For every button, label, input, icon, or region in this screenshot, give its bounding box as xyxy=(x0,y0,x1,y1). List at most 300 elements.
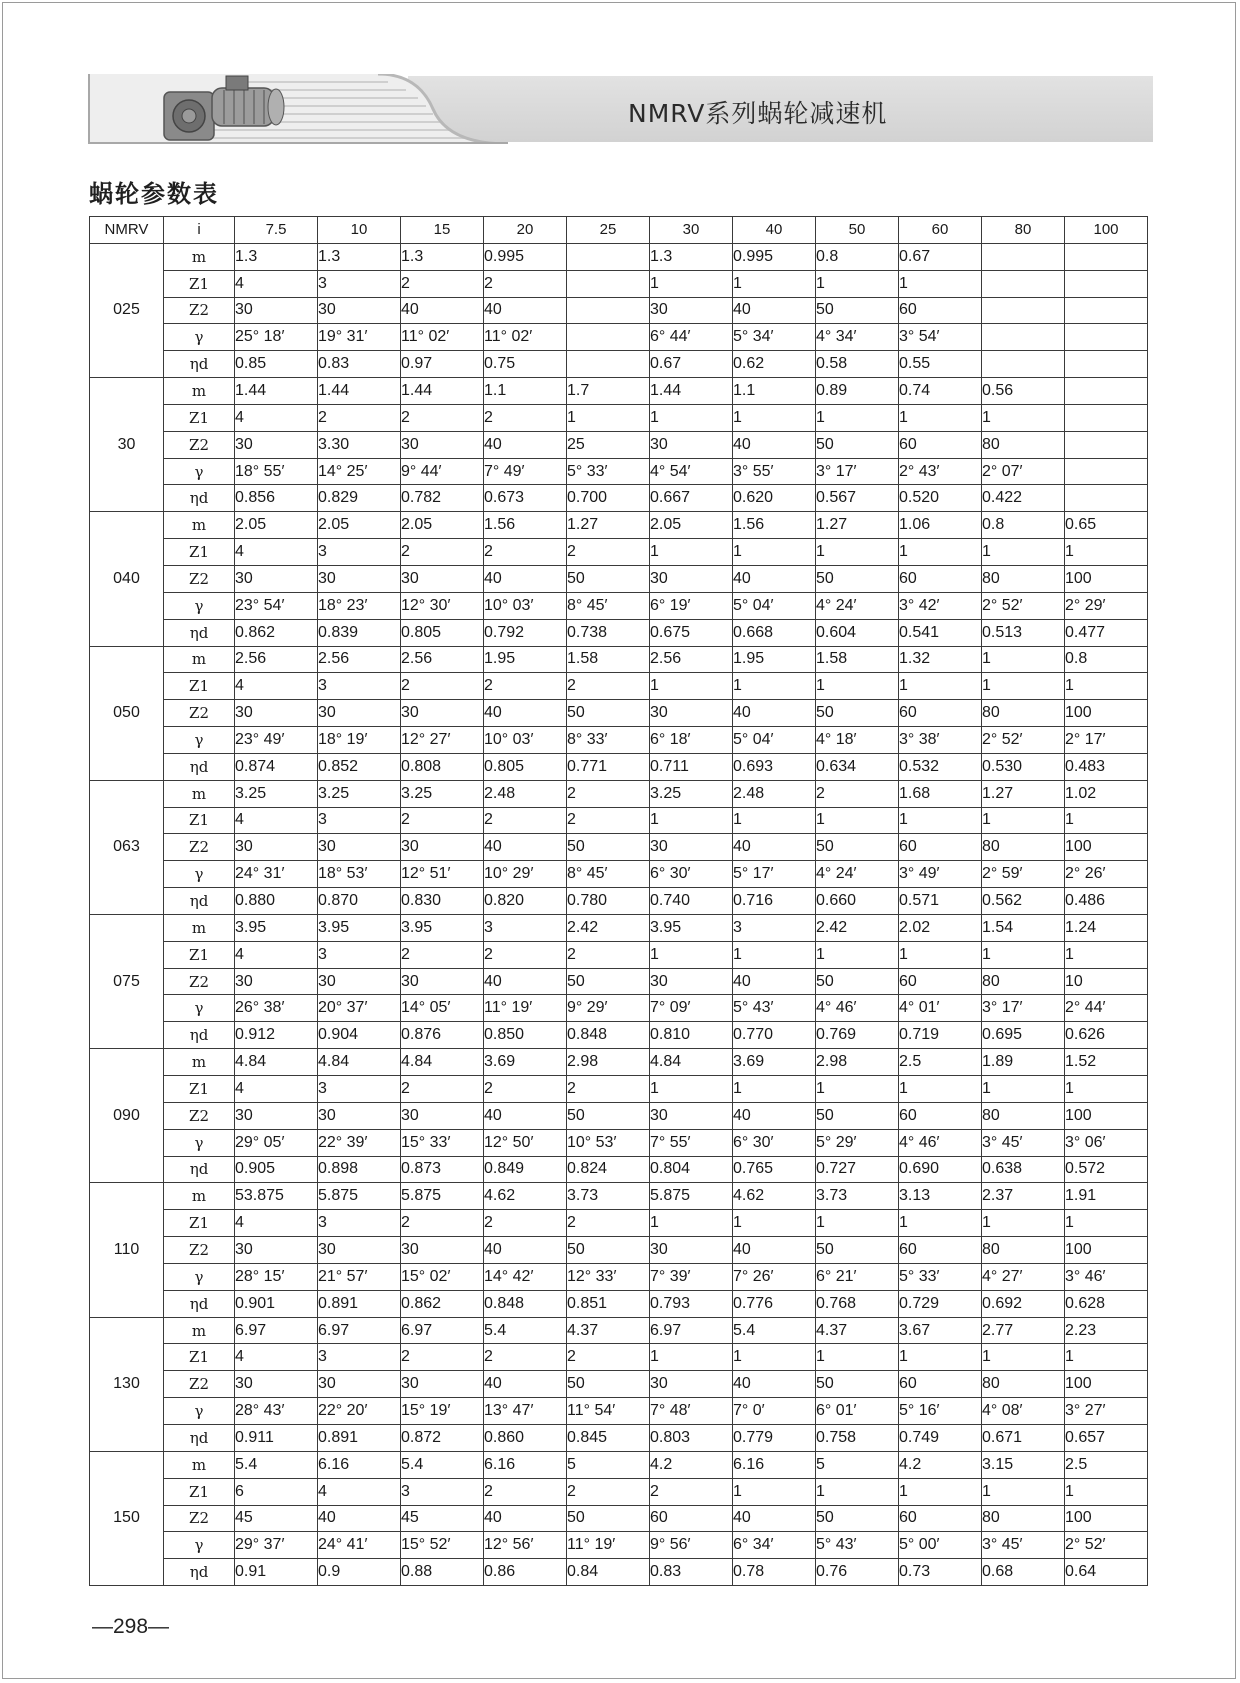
table-row xyxy=(90,941,1148,968)
value-cell: 3 xyxy=(401,1478,484,1505)
value-cell: 1 xyxy=(650,673,733,700)
value-cell: 0.804 xyxy=(650,1156,733,1183)
value-cell: 6 xyxy=(235,1478,318,1505)
value-cell: 8° 45′ xyxy=(567,592,650,619)
value-cell: 3° 38′ xyxy=(899,727,982,754)
value-cell: 40 xyxy=(484,1237,567,1264)
header-ratio-10: 10 xyxy=(318,217,401,244)
value-cell: 24° 41′ xyxy=(318,1532,401,1559)
value-cell: 2 xyxy=(567,1210,650,1237)
value-cell: 50 xyxy=(816,1505,899,1532)
value-cell: 0.83 xyxy=(650,1559,733,1586)
value-cell: 50 xyxy=(816,431,899,458)
value-cell: 4.62 xyxy=(733,1183,816,1210)
value-cell: 2 xyxy=(484,941,567,968)
value-cell: 1 xyxy=(982,1478,1065,1505)
value-cell: 1 xyxy=(1065,539,1148,566)
value-cell: 5° 17′ xyxy=(733,861,816,888)
value-cell: 3° 06′ xyxy=(1065,1129,1148,1156)
value-cell: 2 xyxy=(567,807,650,834)
table-row xyxy=(90,1102,1148,1129)
value-cell: 2 xyxy=(401,941,484,968)
value-cell: 3.25 xyxy=(318,780,401,807)
value-cell: 3 xyxy=(318,270,401,297)
param-label: ηd xyxy=(164,1559,235,1586)
value-cell: 50 xyxy=(567,565,650,592)
value-cell: 3° 54′ xyxy=(899,324,982,351)
value-cell: 0.567 xyxy=(816,485,899,512)
value-cell: 1 xyxy=(982,807,1065,834)
value-cell: 15° 33′ xyxy=(401,1129,484,1156)
value-cell: 1 xyxy=(567,404,650,431)
value-cell: 80 xyxy=(982,1505,1065,1532)
table-row xyxy=(90,1505,1148,1532)
value-cell: 15° 02′ xyxy=(401,1263,484,1290)
value-cell: 0.805 xyxy=(484,753,567,780)
value-cell: 1 xyxy=(733,539,816,566)
value-cell: 4.37 xyxy=(567,1317,650,1344)
value-cell: 0.911 xyxy=(235,1424,318,1451)
value-cell: 2° 52′ xyxy=(982,592,1065,619)
value-cell: 2° 29′ xyxy=(1065,592,1148,619)
param-label: Z2 xyxy=(164,565,235,592)
value-cell: 0.86 xyxy=(484,1559,567,1586)
param-label: Z1 xyxy=(164,941,235,968)
value-cell: 1.27 xyxy=(982,780,1065,807)
value-cell: 1.54 xyxy=(982,914,1065,941)
value-cell: 10° 03′ xyxy=(484,727,567,754)
value-cell: 2 xyxy=(484,270,567,297)
value-cell: 0.660 xyxy=(816,888,899,915)
value-cell: 0.849 xyxy=(484,1156,567,1183)
value-cell: 30 xyxy=(401,431,484,458)
value-cell: 2.5 xyxy=(899,1049,982,1076)
value-cell: 0.758 xyxy=(816,1424,899,1451)
value-cell: 0.692 xyxy=(982,1290,1065,1317)
value-cell: 60 xyxy=(899,1505,982,1532)
value-cell: 0.64 xyxy=(1065,1559,1148,1586)
value-cell: 3° 46′ xyxy=(1065,1263,1148,1290)
value-cell: 4 xyxy=(235,539,318,566)
value-cell: 1.3 xyxy=(401,243,484,270)
value-cell: 6° 30′ xyxy=(650,861,733,888)
value-cell: 40 xyxy=(484,431,567,458)
value-cell: 60 xyxy=(899,297,982,324)
value-cell: 60 xyxy=(899,700,982,727)
value-cell xyxy=(1065,351,1148,378)
value-cell: 1 xyxy=(650,1344,733,1371)
param-label: m xyxy=(164,780,235,807)
table-row xyxy=(90,297,1148,324)
value-cell: 2 xyxy=(401,270,484,297)
value-cell: 3 xyxy=(318,1344,401,1371)
value-cell: 8° 45′ xyxy=(567,861,650,888)
value-cell: 4 xyxy=(235,270,318,297)
value-cell: 1 xyxy=(733,673,816,700)
param-label: Z1 xyxy=(164,1076,235,1103)
param-label: Z2 xyxy=(164,834,235,861)
value-cell: 100 xyxy=(1065,834,1148,861)
value-cell: 3° 42′ xyxy=(899,592,982,619)
value-cell: 0.75 xyxy=(484,351,567,378)
value-cell: 2.56 xyxy=(318,646,401,673)
value-cell: 0.486 xyxy=(1065,888,1148,915)
value-cell: 28° 43′ xyxy=(235,1398,318,1425)
value-cell: 0.901 xyxy=(235,1290,318,1317)
value-cell: 0.860 xyxy=(484,1424,567,1451)
value-cell: 29° 37′ xyxy=(235,1532,318,1559)
value-cell: 1 xyxy=(816,270,899,297)
value-cell: 1 xyxy=(899,270,982,297)
value-cell: 1 xyxy=(733,1076,816,1103)
value-cell: 50 xyxy=(567,1371,650,1398)
param-label: ηd xyxy=(164,888,235,915)
value-cell: 5° 04′ xyxy=(733,727,816,754)
value-cell: 0.995 xyxy=(484,243,567,270)
value-cell: 0.477 xyxy=(1065,619,1148,646)
value-cell: 1 xyxy=(650,941,733,968)
value-cell: 0.905 xyxy=(235,1156,318,1183)
value-cell: 2 xyxy=(567,780,650,807)
value-cell: 1.56 xyxy=(484,512,567,539)
value-cell: 12° 51′ xyxy=(401,861,484,888)
value-cell: 28° 15′ xyxy=(235,1263,318,1290)
value-cell: 30 xyxy=(650,565,733,592)
value-cell: 0.8 xyxy=(816,243,899,270)
value-cell xyxy=(1065,404,1148,431)
value-cell: 5 xyxy=(816,1451,899,1478)
value-cell: 1 xyxy=(733,270,816,297)
value-cell: 5 xyxy=(567,1451,650,1478)
param-label: Z2 xyxy=(164,431,235,458)
value-cell: 1 xyxy=(816,539,899,566)
value-cell: 0.780 xyxy=(567,888,650,915)
value-cell: 2.05 xyxy=(235,512,318,539)
param-label: ηd xyxy=(164,351,235,378)
value-cell: 4.2 xyxy=(899,1451,982,1478)
value-cell: 9° 29′ xyxy=(567,995,650,1022)
table-row xyxy=(90,1371,1148,1398)
value-cell: 4 xyxy=(235,941,318,968)
param-label: ηd xyxy=(164,619,235,646)
value-cell: 1 xyxy=(899,1344,982,1371)
value-cell: 0.91 xyxy=(235,1559,318,1586)
value-cell: 30 xyxy=(401,1371,484,1398)
value-cell: 40 xyxy=(484,1505,567,1532)
value-cell: 1.52 xyxy=(1065,1049,1148,1076)
value-cell: 50 xyxy=(816,700,899,727)
value-cell: 6° 30′ xyxy=(733,1129,816,1156)
value-cell: 6.16 xyxy=(733,1451,816,1478)
value-cell xyxy=(982,243,1065,270)
value-cell: 60 xyxy=(899,1371,982,1398)
value-cell xyxy=(567,243,650,270)
value-cell: 1.24 xyxy=(1065,914,1148,941)
param-label: m xyxy=(164,1317,235,1344)
value-cell: 14° 05′ xyxy=(401,995,484,1022)
table-row xyxy=(90,646,1148,673)
value-cell: 0.83 xyxy=(318,351,401,378)
value-cell: 30 xyxy=(650,834,733,861)
value-cell: 0.749 xyxy=(899,1424,982,1451)
value-cell: 14° 25′ xyxy=(318,458,401,485)
param-label: Z1 xyxy=(164,270,235,297)
model-cell: 050 xyxy=(90,646,164,780)
value-cell: 2° 07′ xyxy=(982,458,1065,485)
param-label: Z2 xyxy=(164,1102,235,1129)
value-cell: 0.727 xyxy=(816,1156,899,1183)
model-cell: 110 xyxy=(90,1183,164,1317)
header-ratio-60: 60 xyxy=(899,217,982,244)
value-cell: 2 xyxy=(484,1344,567,1371)
value-cell xyxy=(1065,458,1148,485)
value-cell: 5° 43′ xyxy=(733,995,816,1022)
value-cell: 0.693 xyxy=(733,753,816,780)
value-cell: 40 xyxy=(484,1371,567,1398)
param-label: Z2 xyxy=(164,297,235,324)
table-row xyxy=(90,1290,1148,1317)
value-cell: 3° 27′ xyxy=(1065,1398,1148,1425)
value-cell: 0.848 xyxy=(567,1022,650,1049)
value-cell: 2 xyxy=(401,404,484,431)
param-label: m xyxy=(164,646,235,673)
value-cell: 2° 43′ xyxy=(899,458,982,485)
value-cell: 1.32 xyxy=(899,646,982,673)
value-cell: 4 xyxy=(235,1210,318,1237)
value-cell: 30 xyxy=(235,834,318,861)
value-cell xyxy=(1065,378,1148,405)
value-cell: 3.25 xyxy=(401,780,484,807)
value-cell: 3 xyxy=(318,807,401,834)
param-label: Z2 xyxy=(164,1371,235,1398)
value-cell: 60 xyxy=(899,834,982,861)
header-ratio-80: 80 xyxy=(982,217,1065,244)
value-cell: 2 xyxy=(318,404,401,431)
value-cell: 2.42 xyxy=(816,914,899,941)
value-cell: 30 xyxy=(318,968,401,995)
value-cell: 4.84 xyxy=(235,1049,318,1076)
value-cell: 1.44 xyxy=(318,378,401,405)
value-cell: 0.626 xyxy=(1065,1022,1148,1049)
value-cell: 0.667 xyxy=(650,485,733,512)
value-cell: 40 xyxy=(733,1371,816,1398)
value-cell: 12° 50′ xyxy=(484,1129,567,1156)
value-cell: 1.58 xyxy=(567,646,650,673)
value-cell: 0.65 xyxy=(1065,512,1148,539)
value-cell: 100 xyxy=(1065,700,1148,727)
header-ratio-25: 25 xyxy=(567,217,650,244)
value-cell: 0.675 xyxy=(650,619,733,646)
value-cell: 2.23 xyxy=(1065,1317,1148,1344)
value-cell: 0.85 xyxy=(235,351,318,378)
value-cell: 30 xyxy=(235,297,318,324)
value-cell: 0.719 xyxy=(899,1022,982,1049)
param-label: γ xyxy=(164,592,235,619)
value-cell: 40 xyxy=(484,1102,567,1129)
value-cell: 0.845 xyxy=(567,1424,650,1451)
value-cell: 30 xyxy=(401,968,484,995)
table-row xyxy=(90,243,1148,270)
table-row xyxy=(90,1424,1148,1451)
value-cell: 1 xyxy=(982,539,1065,566)
value-cell: 1.3 xyxy=(650,243,733,270)
value-cell: 0.830 xyxy=(401,888,484,915)
value-cell: 1 xyxy=(982,1076,1065,1103)
value-cell: 0.782 xyxy=(401,485,484,512)
value-cell: 1 xyxy=(816,941,899,968)
value-cell: 0.67 xyxy=(899,243,982,270)
value-cell: 30 xyxy=(235,565,318,592)
value-cell: 0.874 xyxy=(235,753,318,780)
value-cell: 0.872 xyxy=(401,1424,484,1451)
value-cell: 60 xyxy=(899,968,982,995)
table-row xyxy=(90,727,1148,754)
value-cell: 0.829 xyxy=(318,485,401,512)
value-cell: 5.875 xyxy=(401,1183,484,1210)
value-cell: 18° 55′ xyxy=(235,458,318,485)
value-cell: 4.2 xyxy=(650,1451,733,1478)
value-cell: 1.91 xyxy=(1065,1183,1148,1210)
value-cell: 0.891 xyxy=(318,1290,401,1317)
value-cell: 30 xyxy=(650,297,733,324)
value-cell: 3 xyxy=(318,1210,401,1237)
value-cell: 30 xyxy=(318,297,401,324)
value-cell: 3.25 xyxy=(235,780,318,807)
value-cell: 1.44 xyxy=(401,378,484,405)
table-header-row xyxy=(90,217,1148,244)
param-label: Z1 xyxy=(164,1344,235,1371)
page-header xyxy=(88,74,1153,144)
value-cell: 4 xyxy=(235,1076,318,1103)
value-cell: 50 xyxy=(816,1371,899,1398)
value-cell xyxy=(1065,485,1148,512)
param-label: Z1 xyxy=(164,1478,235,1505)
value-cell: 80 xyxy=(982,1102,1065,1129)
value-cell xyxy=(982,270,1065,297)
value-cell: 100 xyxy=(1065,1102,1148,1129)
value-cell: 2 xyxy=(567,941,650,968)
value-cell: 29° 05′ xyxy=(235,1129,318,1156)
header-ratio-7.5: 7.5 xyxy=(235,217,318,244)
value-cell: 18° 19′ xyxy=(318,727,401,754)
value-cell: 2.56 xyxy=(650,646,733,673)
value-cell: 1 xyxy=(1065,1344,1148,1371)
value-cell: 0.58 xyxy=(816,351,899,378)
param-label: ηd xyxy=(164,1022,235,1049)
value-cell: 7° 09′ xyxy=(650,995,733,1022)
value-cell: 1 xyxy=(1065,1478,1148,1505)
value-cell: 0.76 xyxy=(816,1559,899,1586)
value-cell: 3.95 xyxy=(401,914,484,941)
value-cell: 40 xyxy=(484,700,567,727)
header-ratio-15: 15 xyxy=(401,217,484,244)
value-cell: 7° 48′ xyxy=(650,1398,733,1425)
value-cell: 30 xyxy=(401,1102,484,1129)
value-cell: 30 xyxy=(401,834,484,861)
value-cell: 1 xyxy=(650,807,733,834)
value-cell: 1.68 xyxy=(899,780,982,807)
value-cell: 1 xyxy=(733,404,816,431)
value-cell: 2.48 xyxy=(733,780,816,807)
value-cell: 1.44 xyxy=(235,378,318,405)
value-cell: 2 xyxy=(484,404,567,431)
value-cell: 2.56 xyxy=(235,646,318,673)
value-cell: 0.862 xyxy=(401,1290,484,1317)
value-cell: 1.27 xyxy=(816,512,899,539)
value-cell: 5.4 xyxy=(484,1317,567,1344)
value-cell: 4° 08′ xyxy=(982,1398,1065,1425)
value-cell: 0.572 xyxy=(1065,1156,1148,1183)
table-row xyxy=(90,324,1148,351)
value-cell: 100 xyxy=(1065,565,1148,592)
value-cell: 2.05 xyxy=(401,512,484,539)
value-cell: 3.73 xyxy=(567,1183,650,1210)
value-cell: 1 xyxy=(733,807,816,834)
value-cell: 30 xyxy=(318,700,401,727)
value-cell: 4° 46′ xyxy=(816,995,899,1022)
value-cell: 40 xyxy=(733,1102,816,1129)
value-cell: 1 xyxy=(899,1478,982,1505)
header-ratio-100: 100 xyxy=(1065,217,1148,244)
value-cell: 3° 45′ xyxy=(982,1532,1065,1559)
value-cell: 0.808 xyxy=(401,753,484,780)
value-cell: 30 xyxy=(318,1237,401,1264)
value-cell: 3 xyxy=(318,1076,401,1103)
value-cell: 30 xyxy=(318,834,401,861)
value-cell: 50 xyxy=(816,968,899,995)
value-cell: 2° 17′ xyxy=(1065,727,1148,754)
table-row xyxy=(90,780,1148,807)
value-cell xyxy=(1065,297,1148,324)
value-cell: 5.875 xyxy=(318,1183,401,1210)
value-cell: 1 xyxy=(733,941,816,968)
value-cell: 0.851 xyxy=(567,1290,650,1317)
table-row xyxy=(90,1022,1148,1049)
value-cell: 3.13 xyxy=(899,1183,982,1210)
value-cell: 50 xyxy=(816,565,899,592)
value-cell: 0.891 xyxy=(318,1424,401,1451)
value-cell: 21° 57′ xyxy=(318,1263,401,1290)
value-cell: 3.67 xyxy=(899,1317,982,1344)
value-cell: 1 xyxy=(733,1344,816,1371)
value-cell: 80 xyxy=(982,968,1065,995)
value-cell: 1 xyxy=(1065,673,1148,700)
value-cell: 0.562 xyxy=(982,888,1065,915)
param-label: γ xyxy=(164,1263,235,1290)
param-label: Z1 xyxy=(164,539,235,566)
value-cell: 1.27 xyxy=(567,512,650,539)
value-cell: 2° 52′ xyxy=(1065,1532,1148,1559)
param-label: m xyxy=(164,1183,235,1210)
value-cell: 23° 54′ xyxy=(235,592,318,619)
value-cell: 4.37 xyxy=(816,1317,899,1344)
value-cell: 40 xyxy=(733,1505,816,1532)
value-cell: 30 xyxy=(235,700,318,727)
value-cell: 7° 26′ xyxy=(733,1263,816,1290)
value-cell: 18° 23′ xyxy=(318,592,401,619)
value-cell: 8° 33′ xyxy=(567,727,650,754)
value-cell: 1 xyxy=(816,1478,899,1505)
value-cell: 1.56 xyxy=(733,512,816,539)
value-cell xyxy=(567,270,650,297)
value-cell: 4° 01′ xyxy=(899,995,982,1022)
param-label: m xyxy=(164,512,235,539)
value-cell: 4° 18′ xyxy=(816,727,899,754)
value-cell: 2 xyxy=(401,1210,484,1237)
value-cell: 0.541 xyxy=(899,619,982,646)
value-cell: 60 xyxy=(899,565,982,592)
value-cell: 4° 46′ xyxy=(899,1129,982,1156)
